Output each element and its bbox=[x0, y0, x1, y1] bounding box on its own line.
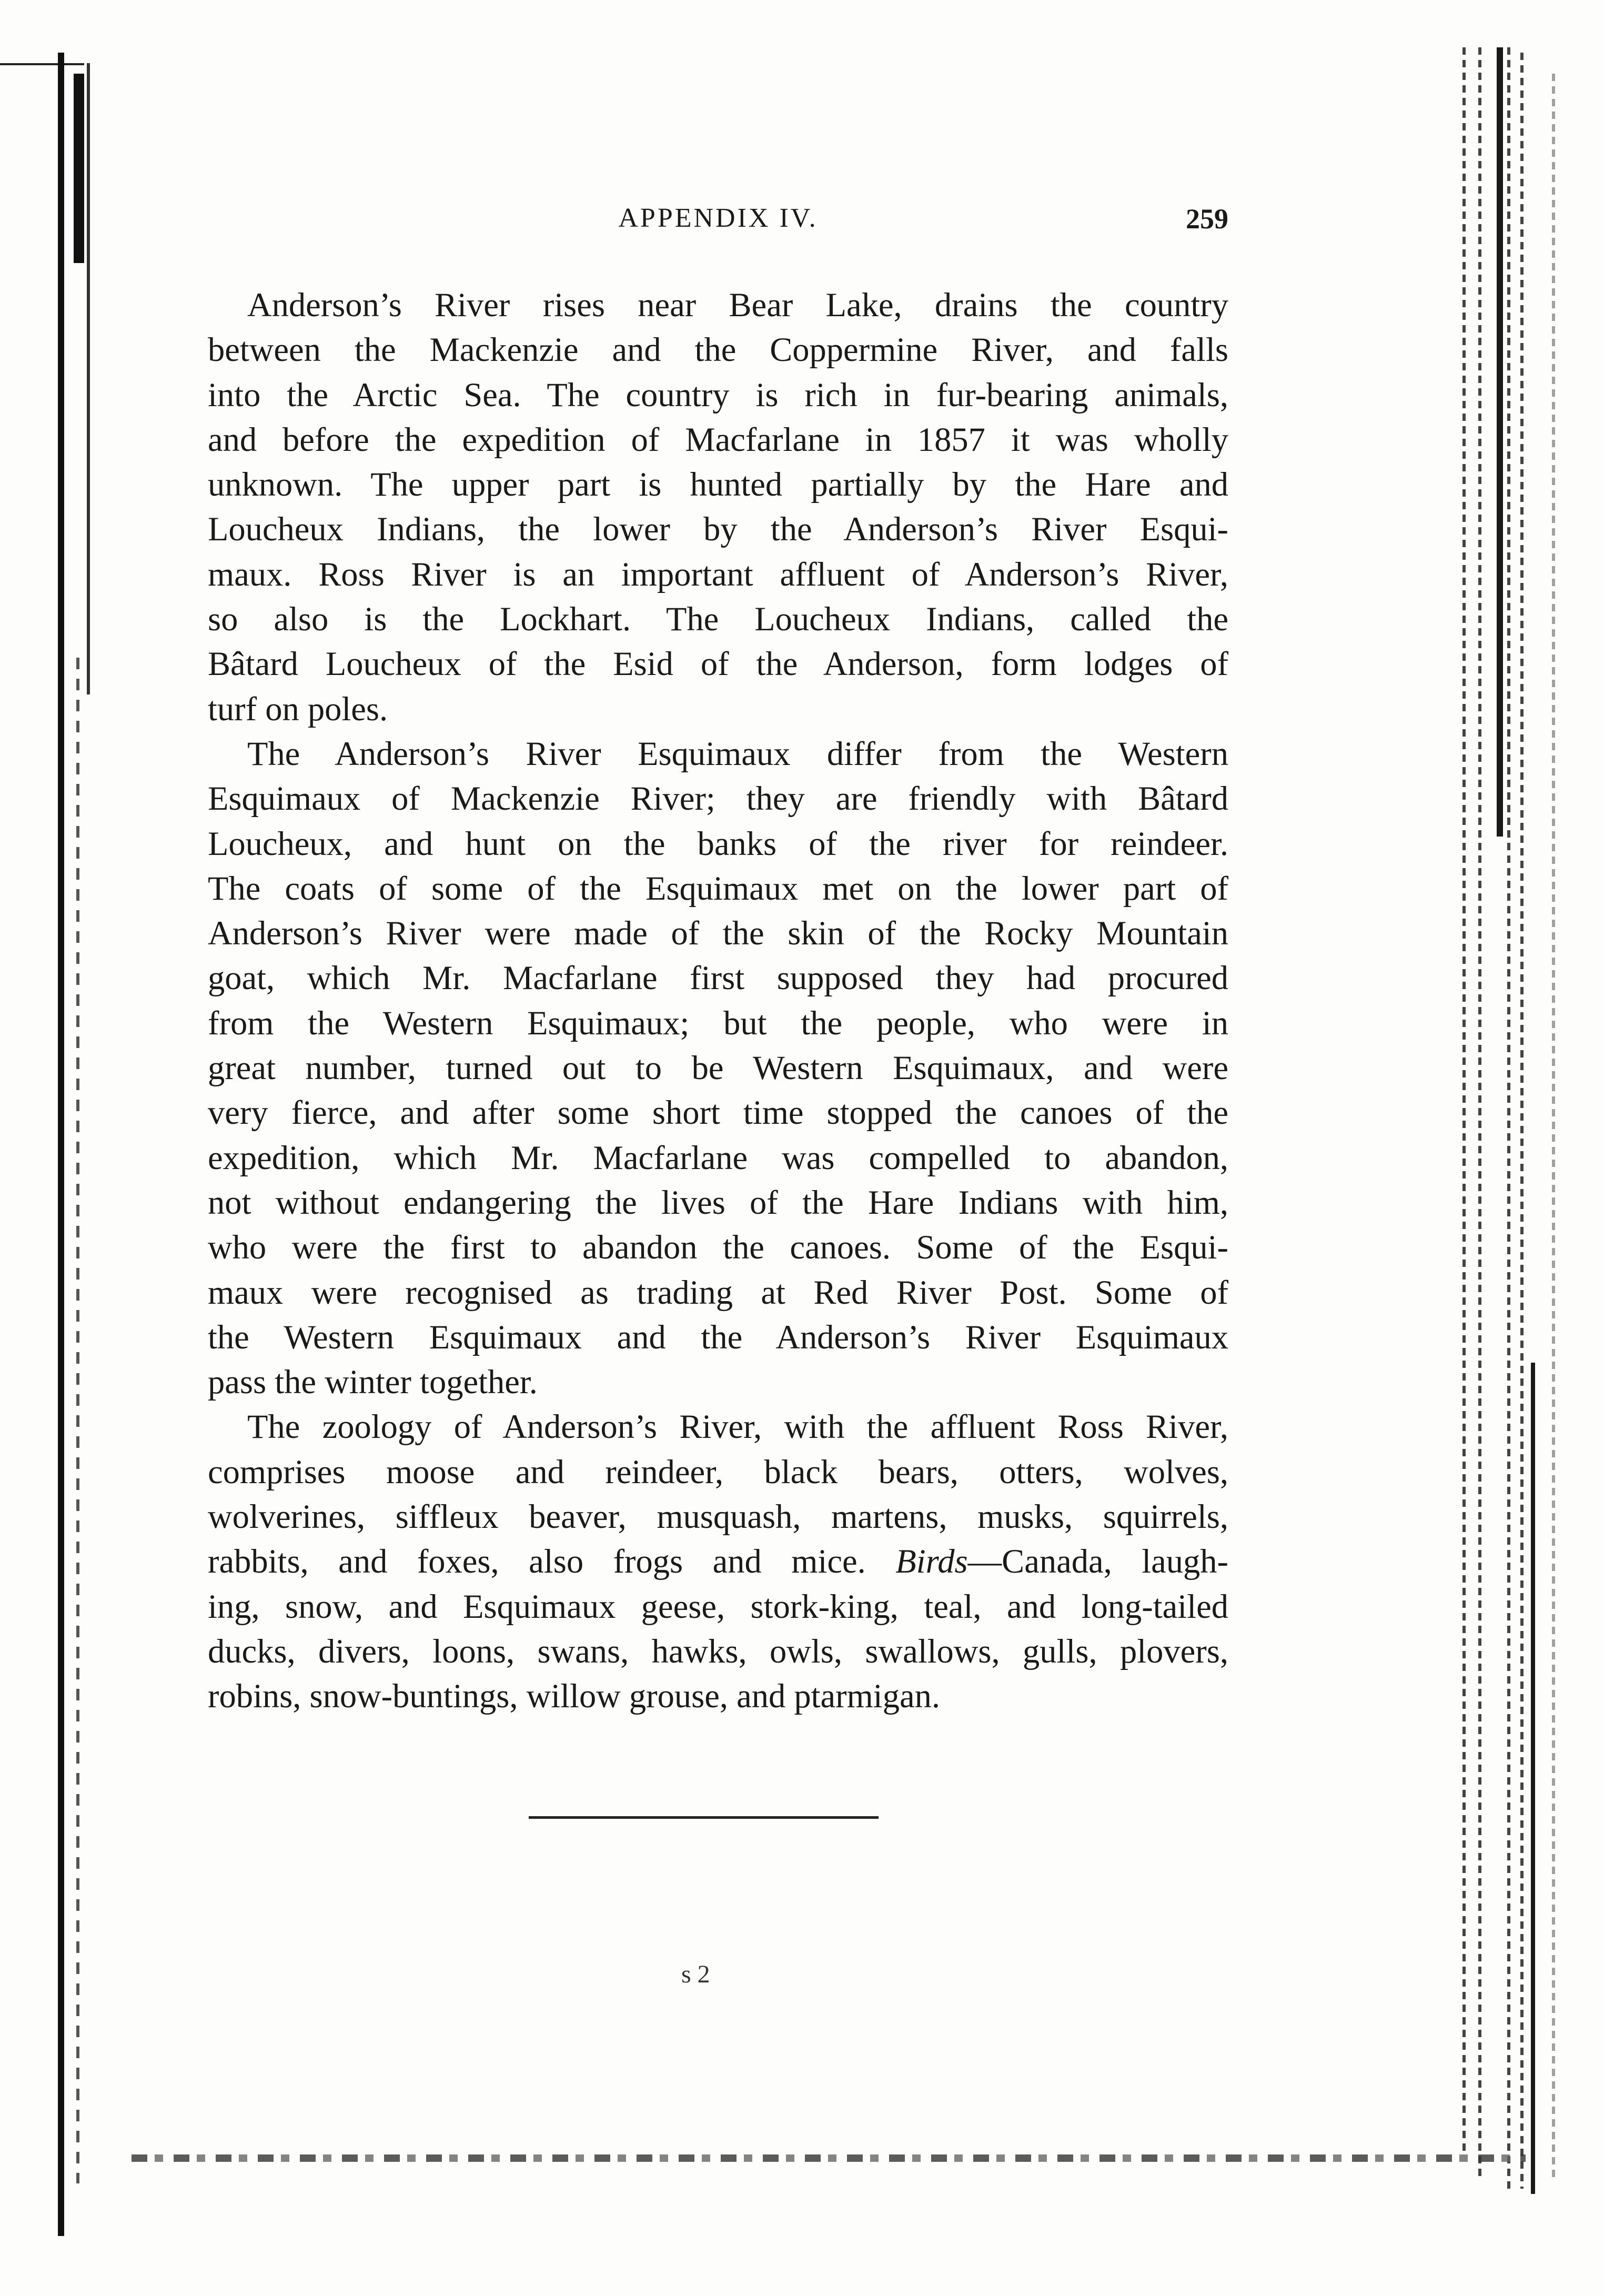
text-line: unknown. The upper part is hunted partially by the Hare and bbox=[208, 466, 1228, 503]
page-number: 259 bbox=[1186, 203, 1228, 235]
text-line: the Western Esquimaux and the Anderson’s River Esquimaux bbox=[208, 1318, 1228, 1356]
text-line: who were the first to abandon the canoes. Some of the Esqui- bbox=[208, 1228, 1228, 1266]
paragraph-2 bbox=[208, 731, 1228, 1404]
text-line: Esquimaux of Mackenzie River; they are friendly with Bâtard bbox=[208, 780, 1228, 818]
text-line: turf on poles. bbox=[208, 690, 388, 728]
section-rule bbox=[529, 1816, 879, 1819]
text-line: expedition, which Mr. Macfarlane was compelled to abandon, bbox=[208, 1139, 1228, 1176]
binding-edge bbox=[0, 53, 105, 2236]
text-line: Loucheux, and hunt on the banks of the river for reindeer. bbox=[208, 824, 1228, 862]
text-line: ing, snow, and Esquimaux geese, stork-king, teal, and long-tailed bbox=[208, 1587, 1228, 1625]
text-line: The coats of some of the Esquimaux met on the lower part of bbox=[208, 869, 1228, 907]
text-line: comprises moose and reindeer, black bears, otters, wolves, bbox=[208, 1453, 1228, 1491]
text-line: Bâtard Loucheux of the Esid of the Anderson, form lodges of bbox=[208, 645, 1228, 683]
text-line: great number, turned out to be Western Esquimaux, and were bbox=[208, 1049, 1228, 1087]
text-segment: rabbits, and foxes, also frogs and mice. bbox=[208, 1543, 866, 1580]
text-line: maux. Ross River is an important affluent of Anderson’s River, bbox=[208, 555, 1228, 593]
text-line: wolverines, siffleux beaver, musquash, martens, musks, squirrels, bbox=[208, 1498, 1228, 1536]
paragraph-3 bbox=[208, 1404, 1228, 1718]
text-line: The Anderson’s River Esquimaux differ from the Western bbox=[247, 734, 1228, 772]
text-line: and before the expedition of Macfarlane in 1857 it was wholly bbox=[208, 420, 1228, 458]
text-line: pass the winter together. bbox=[208, 1363, 538, 1401]
running-title: APPENDIX IV. bbox=[618, 203, 818, 233]
text-line: goat, which Mr. Macfarlane first supposed they had procured bbox=[208, 959, 1228, 997]
text-line bbox=[208, 1539, 1228, 1584]
text-line: Loucheux Indians, the lower by the Anderson’s River Esqui- bbox=[208, 510, 1228, 548]
scanned-margin bbox=[1457, 47, 1578, 2204]
paragraph-1 bbox=[208, 283, 1228, 731]
text-line: ducks, divers, loons, swans, hawks, owls, swallows, gulls, plovers, bbox=[208, 1632, 1228, 1670]
text-line: Anderson’s River were made of the skin of the Rocky Mountain bbox=[208, 914, 1228, 952]
signature-mark: s 2 bbox=[681, 1960, 710, 1988]
text-line: into the Arctic Sea. The country is rich in fur-bearing animals, bbox=[208, 376, 1228, 414]
text-line: Anderson’s River rises near Bear Lake, drains the country bbox=[247, 286, 1228, 324]
italic-term: Birds bbox=[895, 1543, 968, 1580]
text-line: The zoology of Anderson’s River, with the affluent Ross River, bbox=[247, 1408, 1228, 1446]
text-line: maux were recognised as trading at Red River Post. Some of bbox=[208, 1273, 1228, 1311]
text-line: robins, snow-buntings, willow grouse, and ptarmigan. bbox=[208, 1677, 940, 1715]
body-text bbox=[208, 283, 1228, 1719]
text-line: from the Western Esquimaux; but the people, who were in bbox=[208, 1004, 1228, 1042]
text-line: so also is the Lockhart. The Loucheux Indians, called the bbox=[208, 600, 1228, 638]
text-line: not without endangering the lives of the Hare Indians with him, bbox=[208, 1183, 1228, 1221]
scanned-bottom-edge bbox=[132, 2154, 1526, 2162]
text-segment: —Canada, laugh- bbox=[967, 1543, 1228, 1580]
text-line: between the Mackenzie and the Coppermine River, and falls bbox=[208, 331, 1228, 369]
running-head bbox=[208, 203, 1228, 245]
text-line: very fierce, and after some short time stopped the canoes of the bbox=[208, 1094, 1228, 1132]
